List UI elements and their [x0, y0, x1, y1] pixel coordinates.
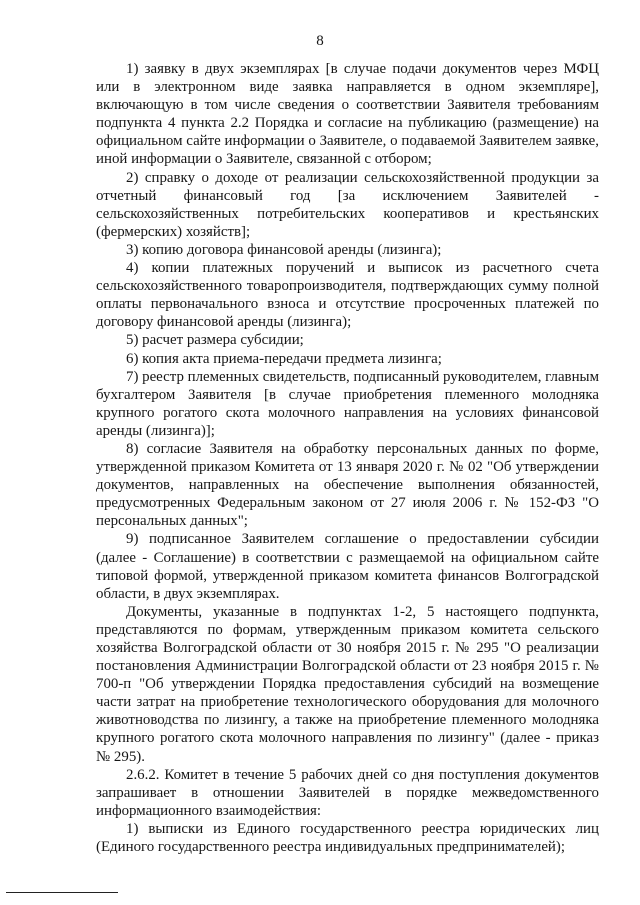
page-number: 8 [316, 33, 324, 49]
paragraph-subitem-1: 1) выписки из Единого государственного реестра юридических лиц (Единого государственного реестра индивидуальных предпринимателей); [96, 820, 599, 856]
paragraph-item-1: 1) заявку в двух экземплярах [в случае подачи документов через МФЦ или в электронном виде заявка направляется в одном экземпляре], включающую в том числе сведения о соответствии Заявителя требованиям подпункта 4 пункта 2.2 Порядка и согласие на публикацию (размещение) на официальном сайте информации о Заявителе, о подаваемой Заявителем заявке, иной информации о Заявителе, связанной с отбором; [96, 61, 599, 168]
paragraph-item-7: 7) реестр племенных свидетельств, подписанный руководителем, главным бухгалтером Заявителя [в случае приобретения племенного молодняка крупного рогатого скота молочного направления на условиях финансовой аренды (лизинга)]; [96, 368, 599, 439]
paragraph-documents-forms: Документы, указанные в подпунктах 1-2, 5 настоящего подпункта, представляются по формам, утвержденным приказом комитета сельского хозяйства Волгоградской области от 30 ноября 2015 г. № 295 "О реализации постановления Администрации Волгоградской области от 23 ноября 2015 г. № 700-п "Об утверждении Порядка предоставления субсидий на возмещение части затрат на приобретение технологического оборудования для молочного животноводства по лизингу, а также на приобретение племенного молодняка крупного рогатого скота молочного направления по лизингу" (далее - приказ № 295). [96, 603, 599, 765]
footer-rule [6, 892, 118, 893]
paragraph-item-5: 5) расчет размера субсидии; [126, 332, 304, 349]
paragraph-item-6: 6) копия акта приема-передачи предмета лизинга; [126, 350, 442, 367]
paragraph-item-9: 9) подписанное Заявителем соглашение о предоставлении субсидии (далее - Соглашение) в соответствии с размещаемой на официальном сайте типовой формой, утвержденной приказом комитета финансов Волгоградской области, в двух экземплярах. [96, 531, 599, 602]
document-body [96, 60, 599, 856]
paragraph-item-4: 4) копии платежных поручений и выписок из расчетного счета сельскохозяйственного товаропроизводителя, подтверждающих сумму полной оплаты первоначального взноса и отсутствие просроченных платежей по договору финансовой аренды (лизинга); [96, 260, 599, 331]
paragraph-item-8: 8) согласие Заявителя на обработку персональных данных по форме, утвержденной приказом Комитета от 13 января 2020 г. № 02 "Об утверждении документов, направленных на обеспечение выполнения обязанностей, предусмотренных Федеральным законом от 27 июля 2006 г. № 152-ФЗ "О персональных данных"; [96, 440, 599, 530]
paragraph-item-3: 3) копию договора финансовой аренды (лизинга); [126, 241, 442, 258]
paragraph-item-2: 2) справку о доходе от реализации сельскохозяйственной продукции за отчетный финансовый год [за исключением Заявителей - сельскохозяйственных потребительских кооперативов и крестьянских (фермерских) хозяйств]; [96, 169, 599, 240]
paragraph-section-2-6-2: 2.6.2. Комитет в течение 5 рабочих дней со дня поступления документов запрашивает в отношении Заявителей в порядке межведомственного информационного взаимодействия: [96, 766, 599, 819]
